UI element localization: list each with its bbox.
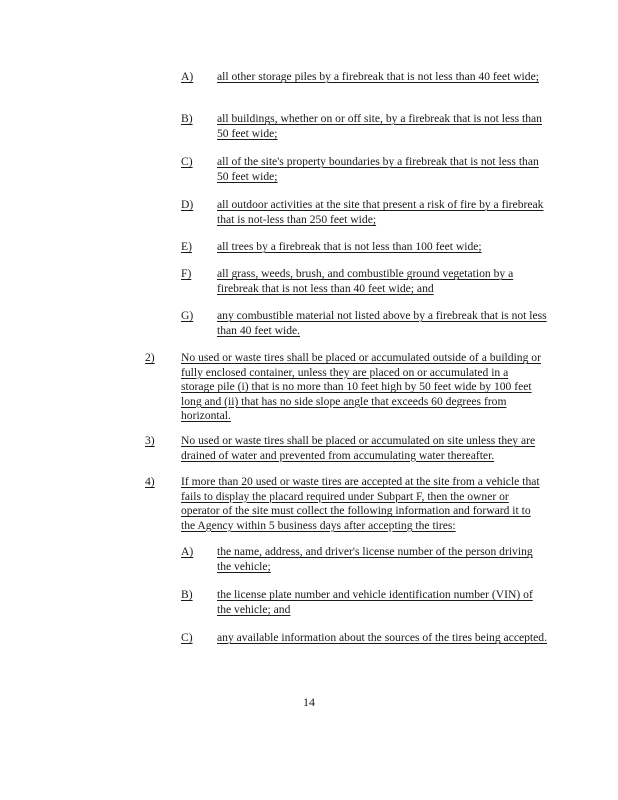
list-item xyxy=(181,309,547,338)
item-text: No used or waste tires shall be placed or accumulated outside of a building or fully enclosed container, unless they are placed on or accumulated in a storage pile (i) that is no more than 10 feet high by 50 feet wide by 100 feet long and (ii) that has no side slope angle that exceeds 60 degrees from horizontal. xyxy=(181,351,541,423)
item-text: the name, address, and driver's license number of the person driving the vehicle; xyxy=(217,545,533,573)
item-text: the license plate number and vehicle identification number (VIN) of the vehicle; and xyxy=(217,588,533,616)
numbered-item xyxy=(145,351,543,424)
item-marker: 4) xyxy=(145,475,155,488)
item-text: any combustible material not listed above by a firebreak that is not less than 40 feet wide. xyxy=(217,309,547,337)
item-text: No used or waste tires shall be placed or accumulated on site unless they are drained of water and prevented from accumulating water thereafter. xyxy=(181,434,536,462)
item-text: all buildings, whether on or off site, by a firebreak that is not less than 50 feet wide; xyxy=(217,112,542,140)
item-text: If more than 20 used or waste tires are accepted at the site from a vehicle that fails to display the placard required under Subpart F, then the owner or operator of the site must collect the following information and forward it to the Agency within 5 business days after accepting the tires: xyxy=(181,475,540,532)
item-marker: C) xyxy=(181,631,193,644)
item-marker: B) xyxy=(181,588,193,601)
item-marker: F) xyxy=(181,267,192,280)
item-marker: 3) xyxy=(145,434,155,447)
list-item xyxy=(181,545,547,574)
item-marker: E) xyxy=(181,240,192,253)
item-marker: A) xyxy=(181,70,194,83)
item-marker: C) xyxy=(181,155,193,168)
list-item xyxy=(181,631,547,646)
item-text: all other storage piles by a firebreak that is not less than 40 feet wide; xyxy=(217,70,539,83)
item-text: all outdoor activities at the site that present a risk of fire by a firebreak that is not-less than 250 feet wide; xyxy=(217,198,544,226)
list-item xyxy=(181,588,547,617)
list-item xyxy=(181,240,547,255)
item-marker: G) xyxy=(181,309,194,322)
numbered-item xyxy=(145,475,543,533)
list-item xyxy=(181,70,547,85)
list-item xyxy=(181,198,547,227)
item-text: all trees by a firebreak that is not less than 100 feet wide; xyxy=(217,240,482,253)
item-marker: B) xyxy=(181,112,193,125)
item-marker: D) xyxy=(181,198,194,211)
item-text: all grass, weeds, brush, and combustible ground vegetation by a firebreak that is not less than 40 feet wide; and xyxy=(217,267,514,295)
list-item xyxy=(181,267,547,296)
list-item xyxy=(181,112,547,141)
numbered-item xyxy=(145,434,543,463)
item-text: all of the site's property boundaries by a firebreak that is not less than 50 feet wide; xyxy=(217,155,539,183)
item-text: any available information about the sources of the tires being accepted. xyxy=(217,631,547,644)
page-number: 14 xyxy=(303,695,315,709)
item-marker: A) xyxy=(181,545,194,558)
item-marker: 2) xyxy=(145,351,155,364)
list-item xyxy=(181,155,547,184)
